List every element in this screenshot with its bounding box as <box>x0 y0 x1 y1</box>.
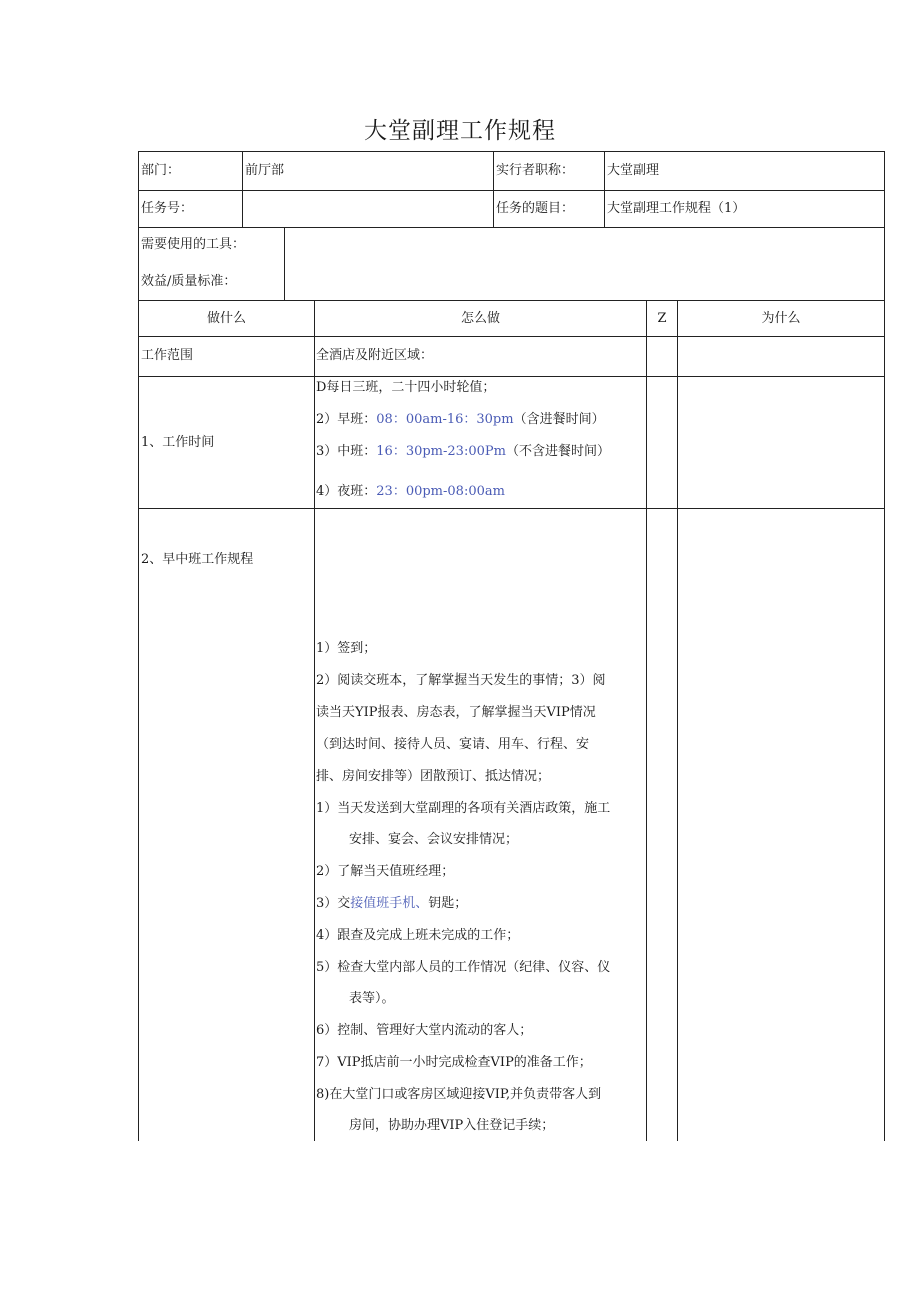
page-title: 大堂副理工作规程 <box>364 118 556 144</box>
task-title-label: 任务的题目： <box>496 201 575 216</box>
shift-step-9-prefix: 3）交 <box>316 896 351 911</box>
hours-line-4 <box>316 484 505 500</box>
col-divider <box>284 227 285 300</box>
shift-step: 6）控制、管理好大堂内流动的客人； <box>316 1023 533 1038</box>
row-divider <box>138 336 885 337</box>
shift-step: 1）当天发送到大堂副理的各项有关酒店政策，施工 <box>316 801 611 816</box>
shift-step-9-suffix: 钥匙； <box>428 896 468 911</box>
hours-line-3-time: 16：30pm-23:00Pm <box>376 444 506 459</box>
shift-what: 2、早中班工作规程 <box>141 552 254 567</box>
shift-step: 表等）。 <box>349 991 395 1006</box>
dept-value: 前厅部 <box>245 163 285 178</box>
dept-label: 部门： <box>141 163 181 178</box>
column-header-how: 怎么做 <box>460 311 500 326</box>
col-divider <box>604 151 605 227</box>
hours-line-3-suffix: （不含进餐时间） <box>505 444 610 459</box>
shift-step: 2）了解当天值班经理； <box>316 864 455 879</box>
shift-step: 7）VIP抵店前一小时完成检查VIP的准备工作； <box>316 1055 592 1070</box>
role-value: 大堂副理 <box>607 163 660 178</box>
hours-line-3-prefix: 3）中班： <box>316 444 377 459</box>
shift-step-9-highlight: 接值班手机、 <box>350 896 429 911</box>
hours-line-2-suffix: （含进餐时间） <box>513 412 605 427</box>
role-label: 实行者职称： <box>496 163 575 178</box>
row-divider <box>138 376 885 377</box>
shift-step: （到达时间、接待人员、宴请、用车、行程、安 <box>316 737 590 752</box>
column-header-what: 做什么 <box>206 311 246 326</box>
scope-how: 全酒店及附近区域： <box>316 348 434 363</box>
hours-line-2 <box>316 412 605 428</box>
shift-step: 房间，协助办理VIP入住登记手续； <box>349 1118 555 1133</box>
row-divider <box>138 300 885 301</box>
table-border-top <box>138 151 885 152</box>
task-title-value: 大堂副理工作规程（1） <box>607 201 746 216</box>
hours-what: 1、工作时间 <box>141 435 215 450</box>
scope-what: 工作范围 <box>141 348 194 363</box>
row-divider <box>138 190 885 191</box>
col-divider <box>677 300 678 1141</box>
hours-line-2-prefix: 2）早班： <box>316 412 377 427</box>
hours-line-2-time: 08：00am-16：30pm <box>376 412 514 427</box>
hours-line-1: D每日三班，二十四小时轮值； <box>316 380 496 395</box>
shift-step: 1）签到； <box>316 641 377 656</box>
table-border-left <box>138 151 139 1141</box>
col-divider <box>314 300 315 1141</box>
column-header-why: 为什么 <box>761 311 801 326</box>
table-border-right <box>884 151 885 1141</box>
hours-line-4-time: 23：00pm-08:00am <box>376 484 505 499</box>
row-divider <box>138 508 885 509</box>
shift-step: 读当天YIP报表、房态表，了解掌握当天VIP情况 <box>316 705 596 720</box>
shift-step: 5）检查大堂内部人员的工作情况（纪律、仪容、仪 <box>316 960 611 975</box>
column-header-z: Z <box>657 311 667 326</box>
col-divider <box>242 151 243 227</box>
shift-step: 4）跟查及完成上班未完成的工作； <box>316 928 520 943</box>
shift-step: 8)在大堂门口或客房区域迎接VIP,并负责带客人到 <box>316 1087 602 1102</box>
row-divider <box>138 227 885 228</box>
standard-label: 效益/质量标准： <box>141 274 237 289</box>
shift-step: 安排、宴会、会议安排情况； <box>349 832 519 847</box>
task-no-label: 任务号： <box>141 201 194 216</box>
col-divider <box>646 300 647 1141</box>
hours-line-4-prefix: 4）夜班： <box>316 484 377 499</box>
shift-step <box>316 896 467 912</box>
tools-label: 需要使用的工具： <box>141 237 246 252</box>
shift-step: 排、房间安排等）团散预订、抵达情况； <box>316 769 551 784</box>
shift-step: 2）阅读交班本，了解掌握当天发生的事情；3）阅 <box>316 673 606 688</box>
col-divider <box>493 151 494 227</box>
hours-line-3 <box>316 444 610 460</box>
